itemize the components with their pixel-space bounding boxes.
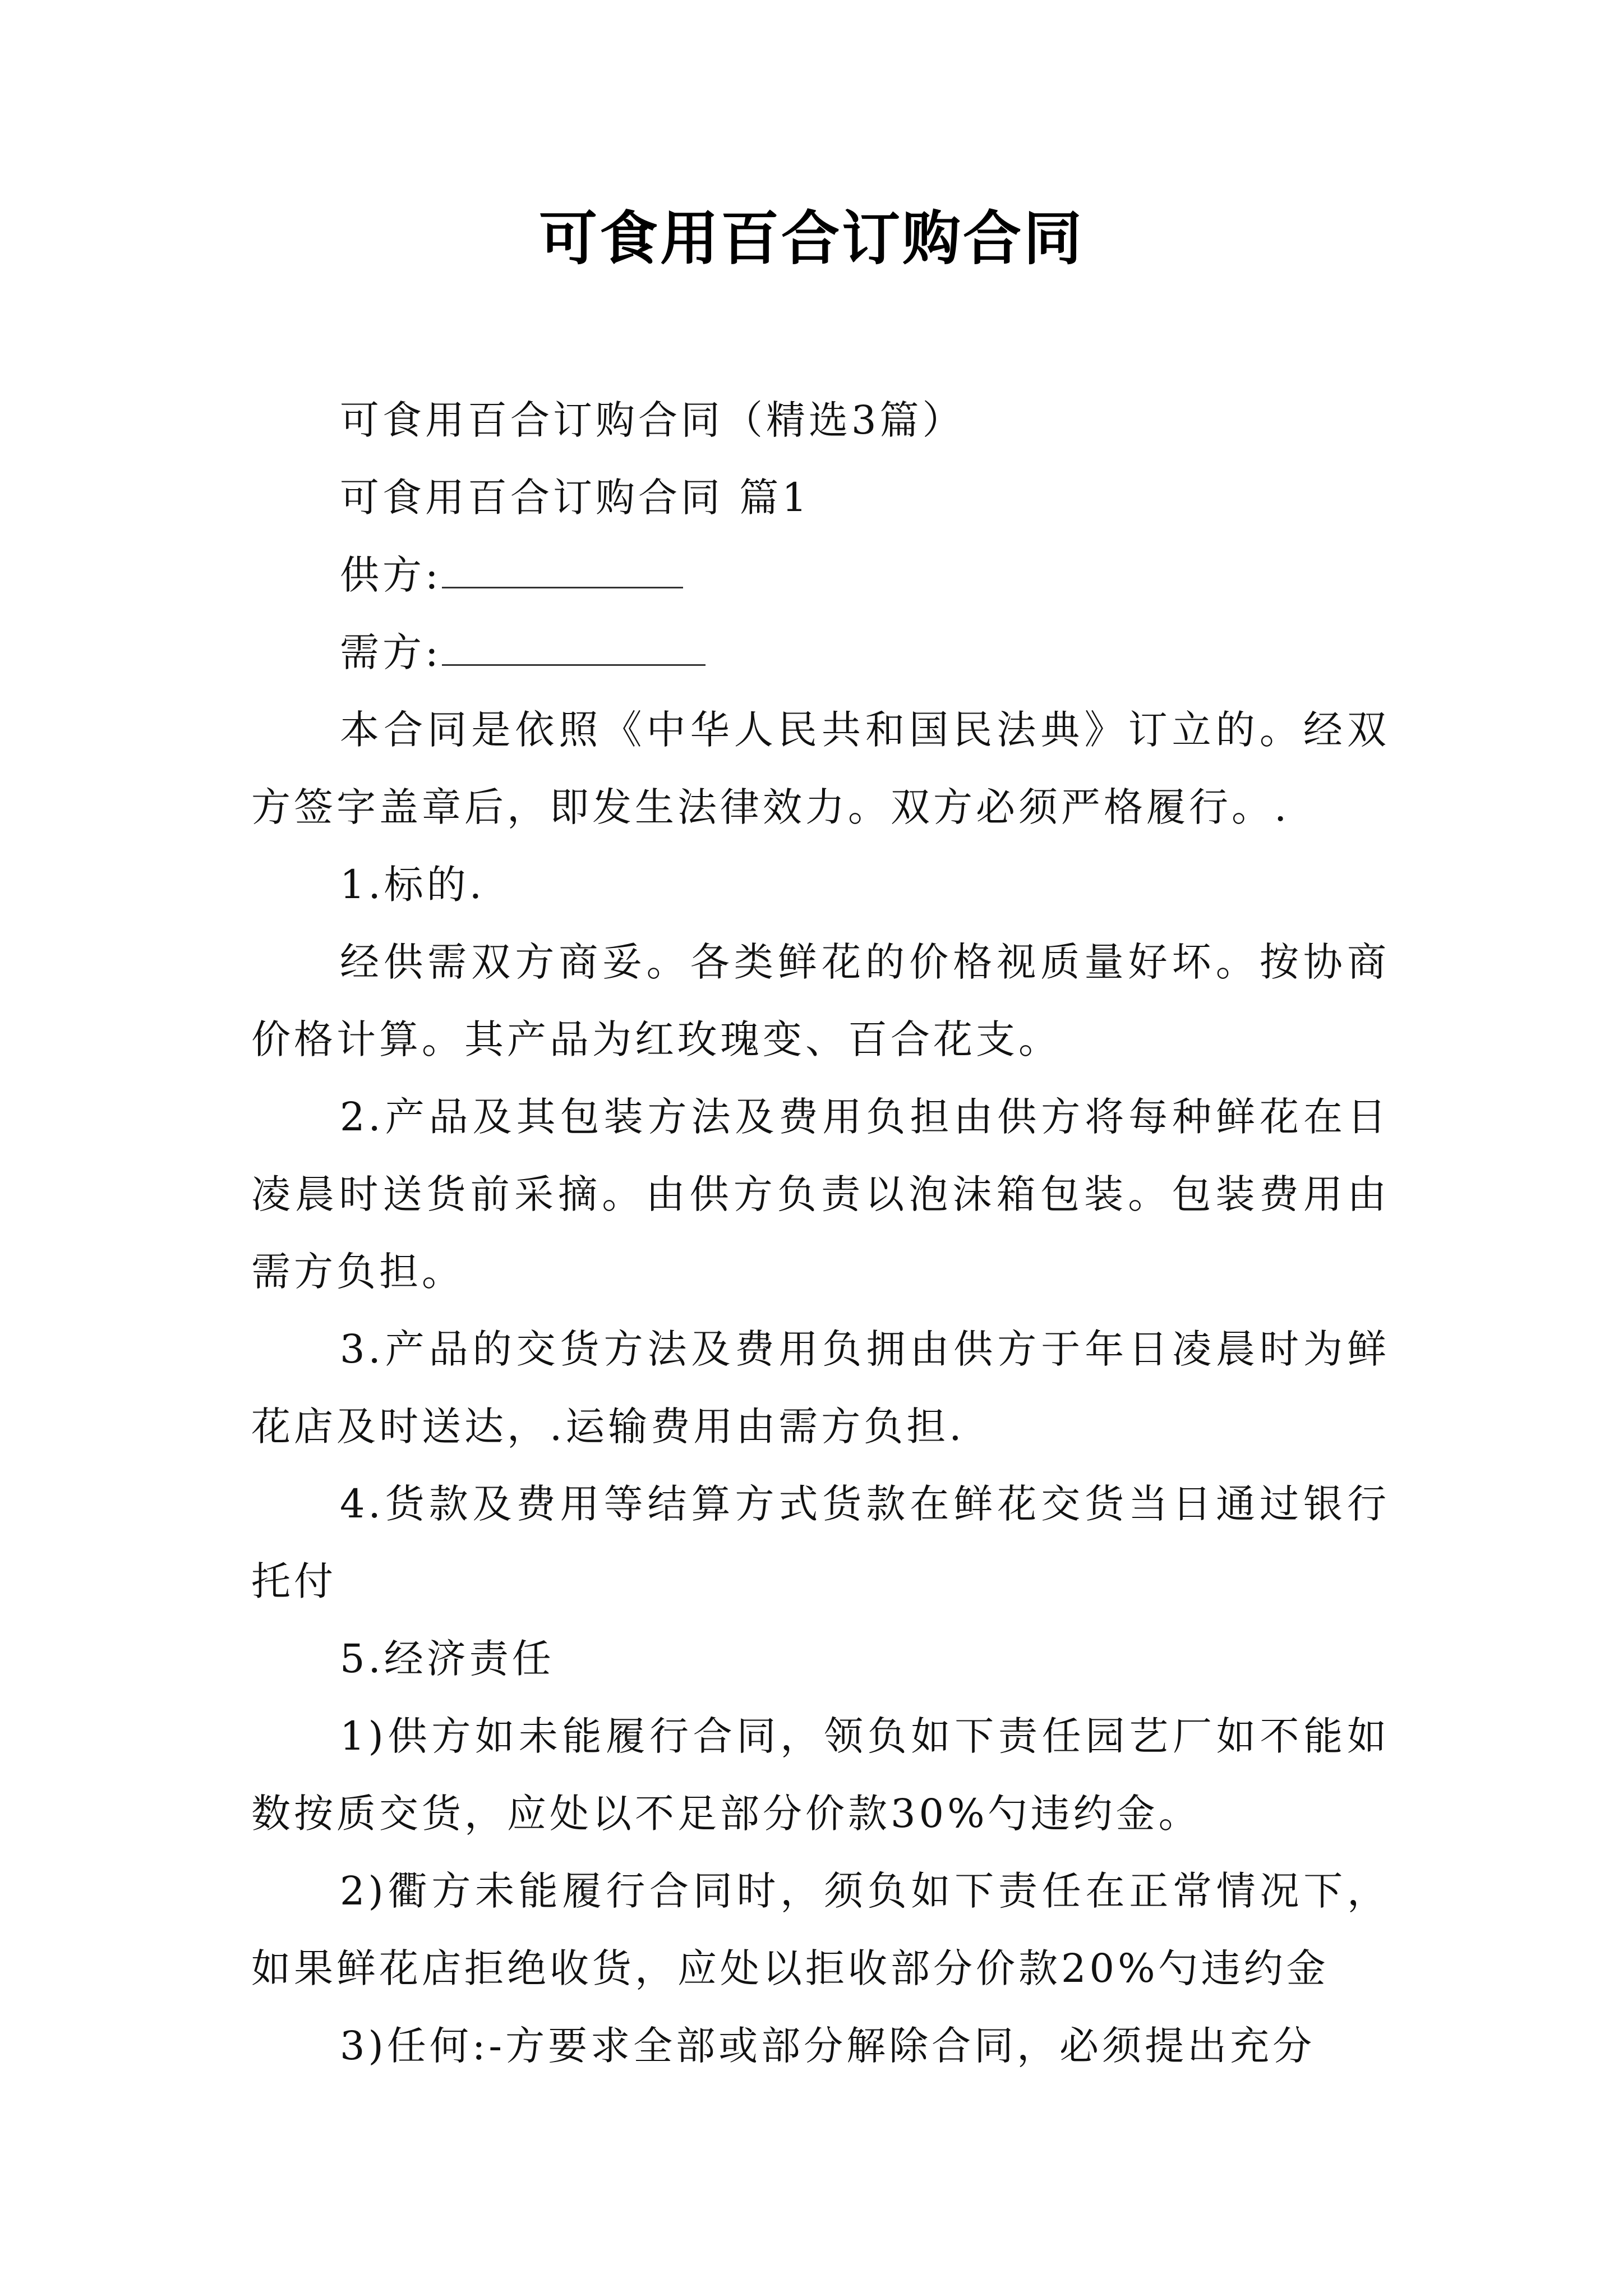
paragraph: 5.经济责任 <box>340 1636 555 1682</box>
paragraph: 1.标的. <box>340 862 486 908</box>
paragraph: 3)任何:-方要求全部或部分解除合同，必须提出充分 <box>340 2023 1316 2069</box>
document-title: 可食用百合订购合同 <box>538 204 1084 273</box>
document-subtitle: 可食用百合订购合同（精选3篇） <box>340 397 965 443</box>
supplier-label: 供方: <box>340 552 442 598</box>
supplier-blank <box>442 553 683 588</box>
buyer-line <box>251 614 1390 691</box>
paragraph: 本合同是依照《中华人民共和国民法典》订立的。经双方签字盖章后，即发生法律效力。双方必须严格履行。. <box>251 707 1390 830</box>
section-heading: 可食用百合订购合同 篇1 <box>340 475 810 521</box>
paragraph: 4.货款及费用等结算方式货款在鲜花交货当日通过银行托付 <box>251 1481 1390 1604</box>
paragraph: 1)供方如未能履行合同，领负如下责任园艺厂如不能如数按质交货，应处以不足部分价款30%勺违约金。 <box>251 1713 1390 1837</box>
buyer-blank <box>442 631 706 666</box>
paragraph: 3.产品的交货方法及费用负拥由供方于年日凌晨时为鲜花店及时送达，.运输费用由需方负担. <box>251 1326 1390 1450</box>
buyer-label: 需方: <box>340 629 442 675</box>
supplier-line <box>251 536 1390 614</box>
paragraph: 2.产品及其包装方法及费用负担由供方将每种鲜花在日凌晨时送货前采摘。由供方负责以泡沫箱包装。包装费用由需方负担。 <box>251 1094 1390 1295</box>
document-body <box>251 381 1390 2085</box>
paragraph: 2)衢方未能履行合同时，须负如下责任在正常情况下，如果鲜花店拒绝收货，应处以拒收部分价款20%勺违约金 <box>251 1868 1390 1991</box>
paragraph: 经供需双方商妥。各类鲜花的价格视质量好坏。按协商价格计算。其产品为红玫瑰变、百合花支。 <box>251 939 1390 1062</box>
